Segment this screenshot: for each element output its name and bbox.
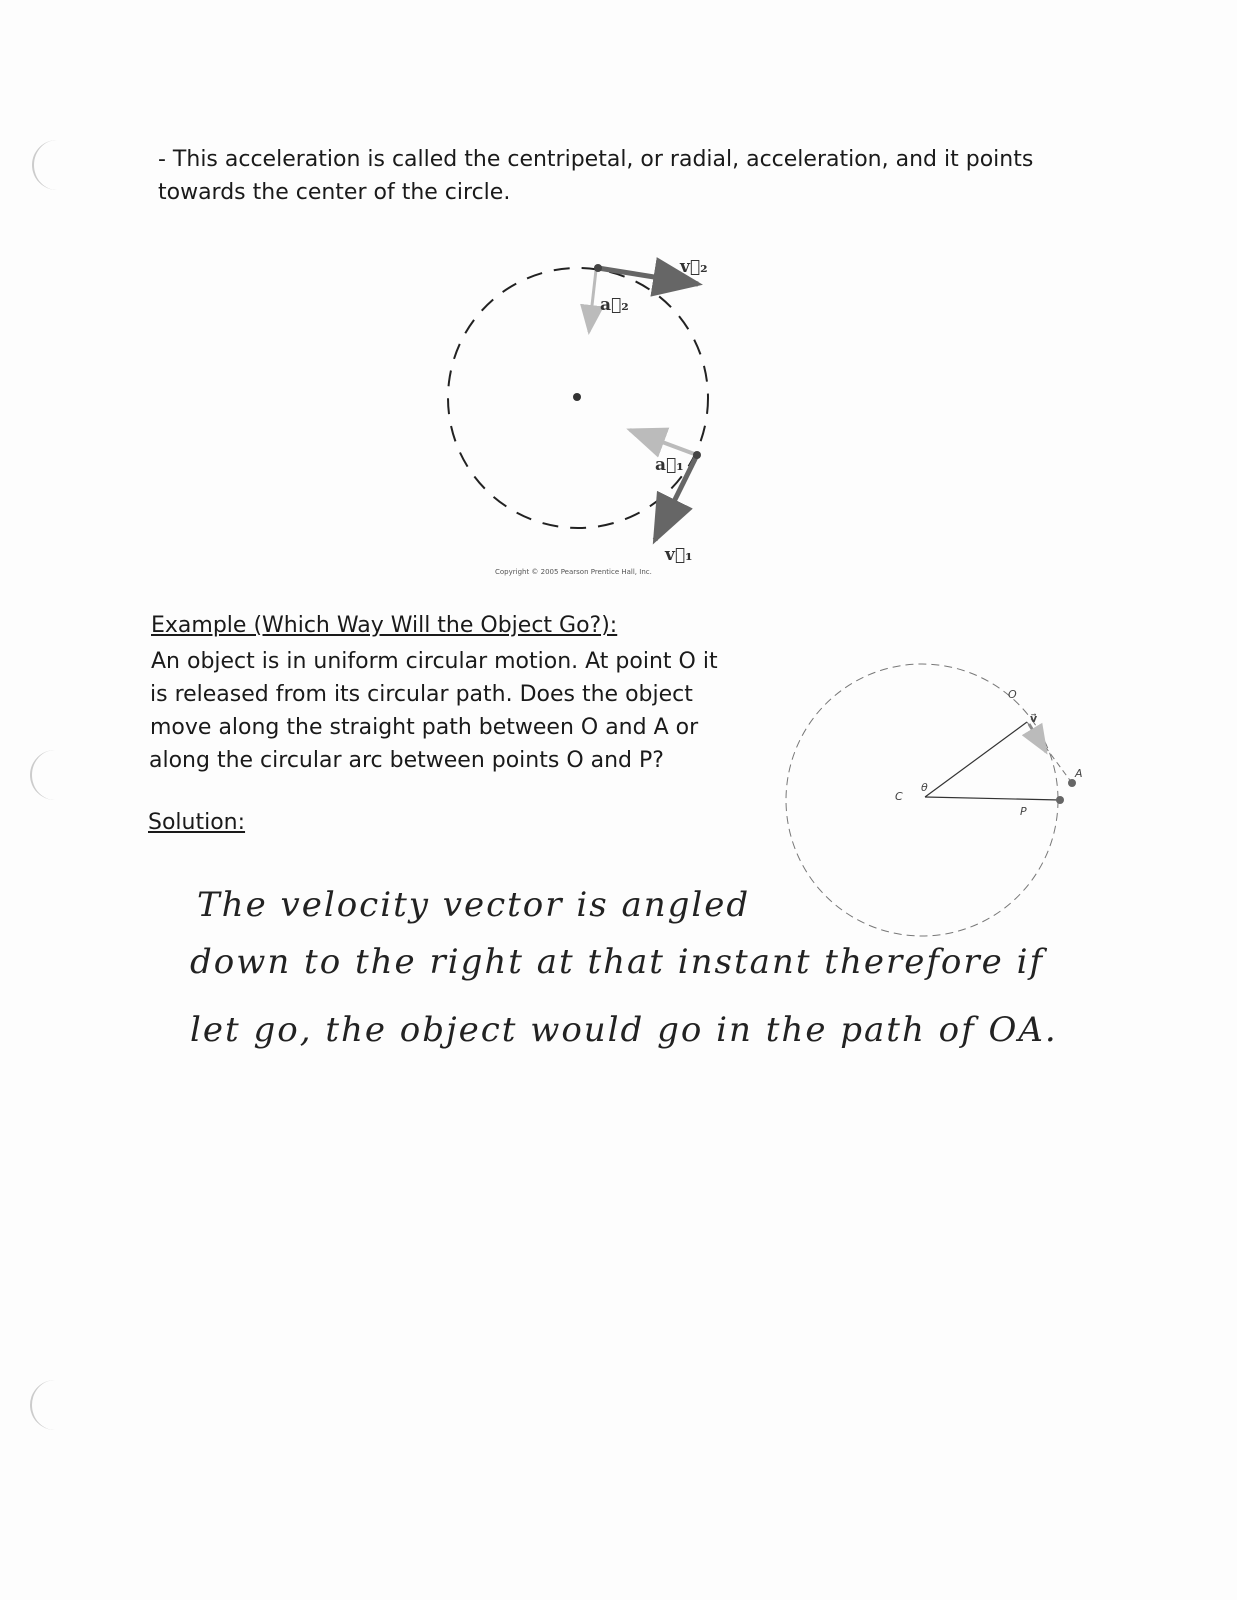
intro-line-2: towards the center of the circle.: [158, 180, 511, 205]
label-a2: a⃗₂: [600, 295, 629, 315]
example-line: move along the straight path between O and A or: [150, 715, 699, 740]
example-heading: Example (Which Way Will the Object Go?):: [151, 613, 618, 638]
label-P: P: [1020, 805, 1027, 818]
handwritten-answer-line: let go, the object would go in the path of OA.: [190, 1010, 1058, 1050]
center-dot: [573, 393, 581, 401]
acceleration-a1-arrow: [630, 430, 697, 455]
label-v2: v⃗₂: [680, 257, 708, 277]
intro-line-1: - This acceleration is called the centripetal, or radial, acceleration, and it points: [158, 147, 1034, 172]
solution-label: Solution:: [148, 810, 246, 835]
label-A: A: [1075, 767, 1083, 780]
label-O: O: [1008, 688, 1017, 701]
label-v1: v⃗₁: [665, 545, 693, 565]
label-C: C: [895, 790, 903, 803]
handwritten-answer-line: down to the right at that instant therefore if: [190, 942, 1045, 982]
dashed-circle: [786, 664, 1058, 936]
example-line: An object is in uniform circular motion. At point O it: [151, 649, 718, 674]
figure-2-release-path: [786, 664, 1083, 936]
velocity-arrow: [1029, 724, 1046, 752]
handwritten-answer-line: The velocity vector is angled: [197, 885, 751, 925]
example-line: along the circular arc between points O and P?: [149, 748, 664, 773]
label-theta: θ: [921, 781, 928, 794]
label-a1: a⃗₁: [655, 455, 684, 475]
point-a-dot: [1068, 779, 1076, 787]
figure-1-circular-motion: [448, 257, 708, 565]
acceleration-a2-arrow: [589, 270, 596, 332]
point-p-dot: [1056, 796, 1064, 804]
example-line: is released from its circular path. Does the object: [150, 682, 693, 707]
copyright-notice: Copyright © 2005 Pearson Prentice Hall, Inc.: [495, 568, 652, 576]
label-v: v⃗: [1030, 712, 1038, 725]
